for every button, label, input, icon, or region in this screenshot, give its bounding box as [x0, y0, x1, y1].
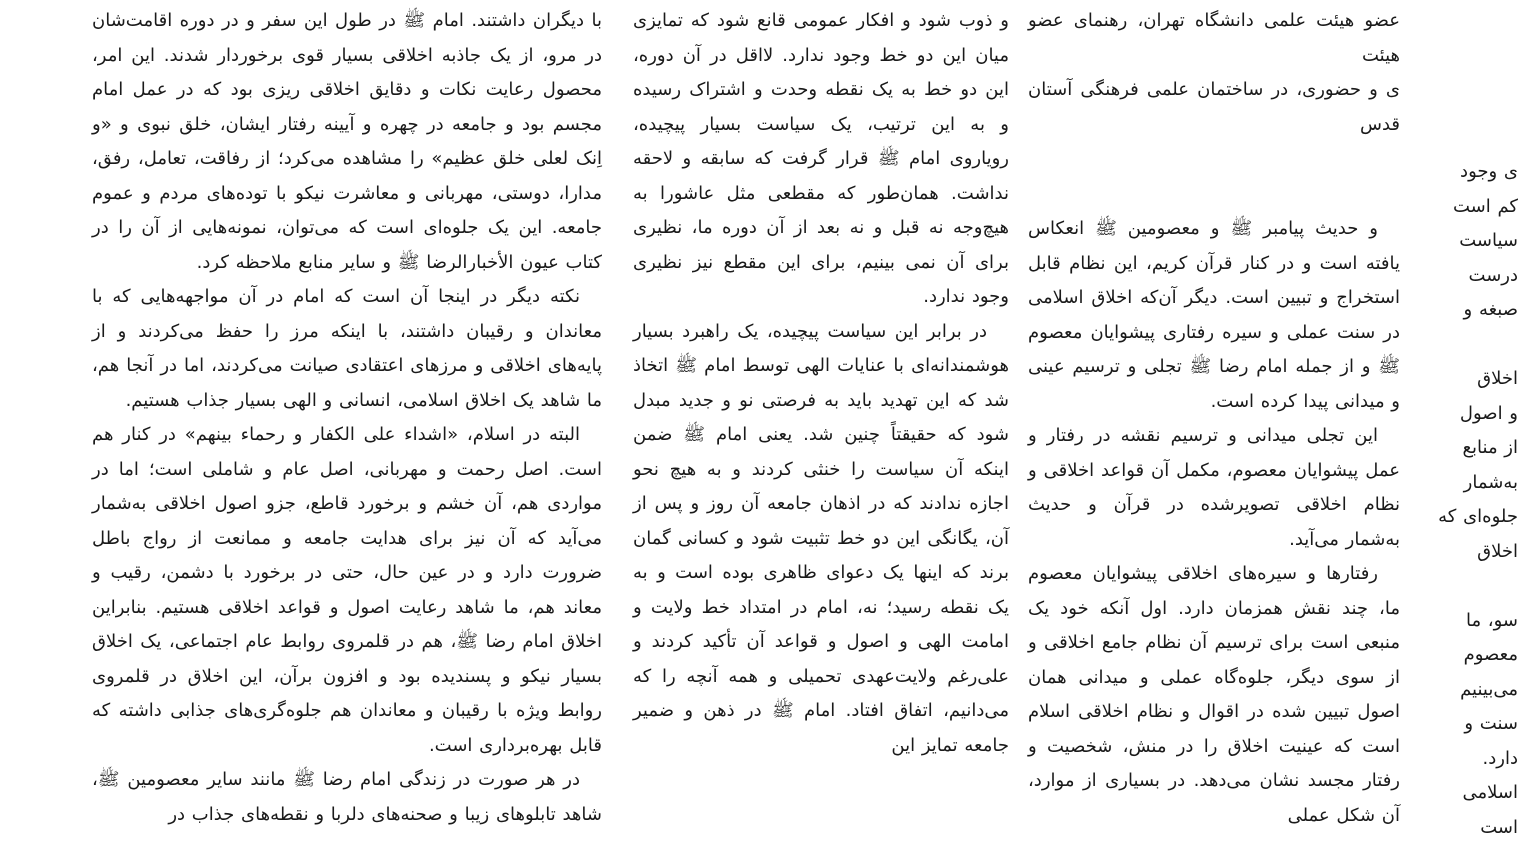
- col4-fragment-line: ی وجود: [1460, 161, 1518, 182]
- col1-paragraph-3: البته در اسلام، «اشداء علی الکفار و رحماء بینهم» در کنار هم است. اصل رحمت و مهربانی، اصل عام و شاملی است؛ اما در مواردی هم، آن خشم و برخورد قاطع، جزو اصول اخلاقی به‌شمار می‌آید که آن نیز برای هدایت جامعه و ممانعت از رواج باطل ضرورت دارد و در عین حال، حتی در برخورد با دشمن، رقیب و معاند هم، ما شاهد رعایت اصول و قواعد اخلاقی هستیم. بنابراین اخلاق امام رضا ﷺ، هم در قلمروی روابط عام اجتماعی، یک اخلاق بسیار نیکو و پسندیده بود و افزون برآن، این اخلاق در قلمروی روابط ویژه با رقیبان و معاندان هم جلوه‌گری‌های جذابی داشته که قابل بهره‌برداری است.: [92, 424, 602, 756]
- col4-fragment-line: سنت و: [1464, 713, 1518, 734]
- column-3: [1028, 0, 1400, 856]
- col3-top-line-1: عضو هیئت علمی دانشگاه تهران، رهنمای عضو هیئت: [1028, 10, 1400, 66]
- col4-fragment-line: است: [1480, 816, 1518, 838]
- col4-fragment-line: معصوم: [1463, 644, 1518, 665]
- col3-paragraph-2: این تجلی میدانی و ترسیم نقشه در رفتار و عمل پیشوایان معصوم، مکمل آن قواعد اخلاقی و نظام اخلاقی تصویرشده در قرآن و حدیث به‌شمار می‌آید.: [1028, 425, 1400, 550]
- column-1: [92, 0, 602, 856]
- column-2: [633, 0, 1009, 856]
- col1-paragraph-2: نکته دیگر در اینجا آن است که امام در آن مواجهه‌هایی که با معاندان و رقیبان داشتند، با اینکه مرز را حفظ می‌کردند و از پایه‌های اخلاقی و مرزهای اعتقادی صیانت می‌کردند، اما در آنجا هم، ما شاهد یک اخلاق اسلامی، انسانی و الهی بسیار جذاب هستیم.: [92, 286, 602, 411]
- col4-fragment-line: صبغه و: [1463, 299, 1518, 320]
- col1-paragraph-4: در هر صورت در زندگی امام رضا ﷺ مانند سایر معصومین ﷺ، شاهد تابلوهای زیبا و صحنه‌های دلربا و نقطه‌های جذاب در: [92, 769, 602, 825]
- col4-fragment-line: جلوه‌ای که: [1438, 506, 1518, 527]
- col2-paragraph-1: و ذوب شود و افکار عمومی قانع شود که تمایزی میان این دو خط وجود ندارد. لااقل در آن دوره، این دو خط به یک نقطه وحدت و اشتراک رسیده و به این ترتیب، یک سیاست بسیار پیچیده، رویاروی امام ﷺ قرار گرفت که سابقه و لاحقه نداشت. همان‌طور که مقطعی مثل عاشورا به هیچ‌وجه نه قبل و نه بعد از آن دوره ما، نظیری برای آن نمی بینیم، برای این مقطع نیز نظیری وجود ندارد.: [633, 10, 1009, 307]
- col3-paragraph-3: رفتارها و سیره‌های اخلاقی پیشوایان معصوم ما، چند نقش همزمان دارد. اول آنکه خود یک منبعی است برای ترسیم آن نظام جامع اخلاقی و از سوی دیگر، جلوه‌گاه عملی و میدانی همان اصول تبیین شده در اقوال و نظام اخلاقی اسلام است که عینیت اخلاق را در منش، شخصیت و رفتار مجسد نشان می‌دهد. در بسیاری از موارد، آن شکل عملی: [1028, 563, 1400, 826]
- col3-paragraph-1: و حدیث پیامبر ﷺ و معصومین ﷺ انعکاس یافته است و در کنار قرآن کریم، این نظام قابل استخراج و تبیین است. دیگر آن‌که اخلاق اسلامی در سنت عملی و سیره رفتاری پیشوایان معصوم ﷺ و از جمله امام رضا ﷺ تجلی و ترسیم عینی و میدانی پیدا کرده است.: [1028, 218, 1400, 412]
- col2-paragraph-2: در برابر این سیاست پیچیده، یک راهبرد بسیار هوشمندانه‌ای با عنایات الهی توسط امام ﷺ اتخاذ شد که این تهدید باید به فرصتی نو و جدید مبدل شود که حقیقتاً چنین شد. یعنی امام ﷺ ضمن اینکه آن سیاست را خنثی کردند و به هیچ نحو اجازه ندادند که در اذهان جامعه آن روز و پس از آن، یگانگی این دو خط تثبیت شود و کسانی گمان برند که اینها یک دعوای ظاهری بوده است و به یک نقطه رسید؛ نه، امام در امتداد خط ولایت و امامت الهی و اصول و قواعد آن تأکید کردند و علی‌رغم ولایت‌عهدی تحمیلی و همه آنچه را که می‌دانیم، اتفاق افتاد. امام ﷺ در ذهن و ضمیر جامعه تمایز این: [633, 320, 1009, 756]
- col3-top-line-2: ی و حضوری، در ساختمان علمی فرهنگی آستان قدس: [1028, 79, 1400, 135]
- column-4-fragment: [1418, 0, 1518, 856]
- col4-fragment-line: از منابع: [1462, 437, 1518, 458]
- col4-fragment-line: [1418, 328, 1518, 363]
- col4-fragment-line: سیاست: [1459, 230, 1518, 251]
- col1-paragraph-1: با دیگران داشتند. امام ﷺ در طول این سفر و در دوره اقامت‌شان در مرو، از یک جاذبه اخلاقی بسیار قوی برخوردار شدند. این امر، محصول رعایت نکات و دقایق اخلاقی ریزی بود که در عمل امام مجسم بود و جامعه در چهره و آیینه رفتار ایشان، خلق نبوی و «و اِنک لعلی خلق عظیم» را مشاهده می‌کرد؛ از رفاقت، تعامل، رفق، مدارا، دوستی، مهربانی و معاشرت نیکو با توده‌های مردم و عموم جامعه. این یک جلوه‌ای است که می‌توان، نمونه‌هایی از آن را در کتاب عیون الأخبارالرضا ﷺ و سایر منابع ملاحظه کرد.: [92, 10, 602, 273]
- col4-fragment-line: درست: [1468, 264, 1518, 286]
- col4-fragment-line: [1418, 569, 1518, 604]
- col4-fragment-line: اسلامی: [1462, 782, 1518, 803]
- col4-fragment-line: اخلاق: [1477, 540, 1518, 562]
- col4-fragment-line: به‌شمار: [1463, 471, 1518, 493]
- col4-fragment-line: و اصول: [1459, 402, 1518, 424]
- col4-fragment-line: می‌بینیم: [1460, 678, 1518, 700]
- col4-fragment-line: سو، ما: [1465, 609, 1518, 631]
- col4-fragment-line: دارد.: [1482, 747, 1518, 769]
- col4-fragment-line: کم است: [1452, 195, 1518, 217]
- col4-fragment-line: اخلاق: [1477, 368, 1518, 389]
